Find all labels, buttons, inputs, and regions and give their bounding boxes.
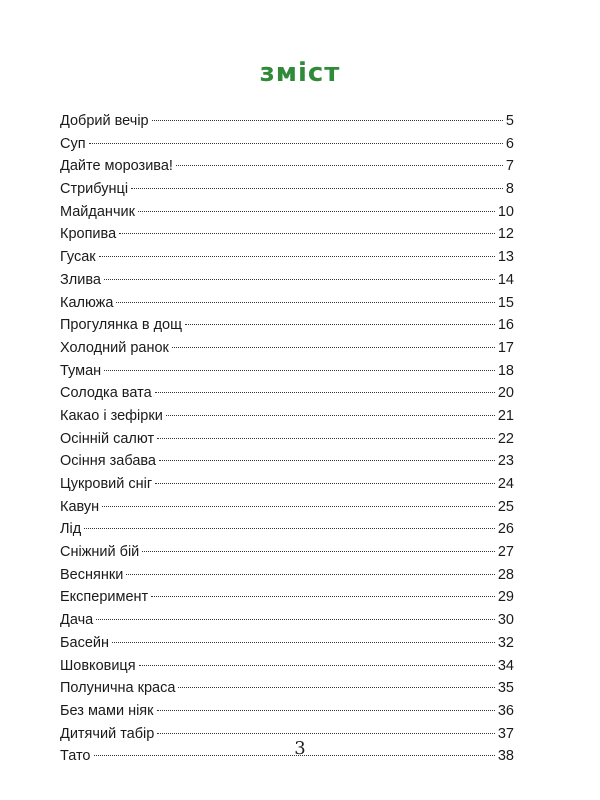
toc-entry: [60, 496, 514, 519]
toc-dot-leader: [185, 324, 495, 325]
toc-entry-title: Басейн: [60, 634, 110, 651]
toc-dot-leader: [84, 528, 495, 529]
toc-entry: [60, 223, 514, 246]
toc-entry: [60, 201, 514, 224]
toc-entry: [60, 428, 514, 451]
toc-entry-page: 6: [505, 135, 514, 152]
toc-entry-page: 5: [505, 113, 514, 129]
toc-dot-leader: [176, 165, 503, 166]
toc-dot-leader: [126, 574, 495, 575]
toc-entry-title: Шовковиця: [60, 657, 136, 674]
toc-entry: [60, 269, 514, 292]
toc-dot-leader: [151, 596, 495, 597]
toc-dot-leader: [96, 619, 495, 620]
toc-entry-title: Лід: [60, 521, 82, 538]
toc-dot-leader: [157, 733, 495, 734]
toc-dot-leader: [116, 302, 494, 303]
toc-entry-page: 37: [497, 725, 514, 742]
toc-entry: [60, 677, 514, 700]
toc-entry-title: Веснянки: [60, 566, 124, 583]
table-of-contents: [60, 110, 514, 768]
toc-dot-leader: [138, 211, 495, 212]
toc-entry: [60, 541, 514, 564]
toc-dot-leader: [112, 642, 495, 643]
toc-entry-title: Стрибунці: [60, 181, 129, 198]
toc-entry: [60, 564, 514, 587]
toc-entry-page: 10: [497, 203, 514, 220]
page-title: зміст: [259, 58, 341, 88]
toc-entry-title: Кропива: [60, 226, 117, 243]
toc-entry-page: 15: [497, 294, 514, 311]
toc-entry-title: Майданчик: [60, 203, 135, 220]
toc-entry-page: 36: [497, 702, 514, 719]
toc-dot-leader: [155, 392, 495, 393]
toc-entry-page: 30: [497, 612, 514, 629]
toc-entry-title: Гусак: [60, 249, 96, 266]
toc-entry-page: 23: [497, 453, 514, 470]
toc-entry-page: 14: [497, 271, 514, 288]
toc-entry: [60, 586, 514, 609]
toc-entry: [60, 360, 514, 383]
toc-dot-leader: [155, 483, 495, 484]
toc-entry-page: 17: [497, 339, 514, 356]
toc-dot-leader: [104, 279, 495, 280]
toc-entry-page: 12: [497, 226, 514, 243]
toc-dot-leader: [152, 120, 503, 121]
toc-entry-page: 7: [505, 158, 514, 175]
toc-entry-page: 25: [497, 498, 514, 515]
toc-entry-title: Тато: [60, 748, 91, 765]
toc-entry-title: Злива: [60, 271, 101, 288]
toc-entry: [60, 609, 514, 632]
toc-dot-leader: [131, 188, 503, 189]
toc-entry-page: 13: [497, 249, 514, 266]
toc-dot-leader: [99, 256, 495, 257]
toc-entry: [60, 405, 514, 428]
toc-dot-leader: [119, 233, 495, 234]
toc-entry-title: Добрий вечір: [60, 113, 149, 129]
toc-entry-page: 24: [497, 476, 514, 492]
toc-entry-page: 38: [497, 748, 514, 765]
toc-entry-title: Дайте морозива!: [60, 158, 173, 175]
toc-entry-page: 29: [497, 589, 514, 606]
toc-entry-title: Холодний ранок: [60, 339, 169, 356]
toc-entry: [60, 632, 514, 655]
toc-entry-title: Солодка вата: [60, 385, 152, 402]
toc-entry-title: Какао і зефірки: [60, 407, 163, 424]
toc-entry-page: 21: [497, 407, 514, 424]
toc-entry-page: 32: [497, 634, 514, 651]
toc-entry-title: Туман: [60, 362, 102, 379]
toc-entry: [60, 450, 514, 473]
toc-entry-title: Цукровий сніг: [60, 476, 153, 492]
toc-dot-leader: [157, 710, 495, 711]
toc-entry: [60, 382, 514, 405]
toc-entry-page: 20: [497, 385, 514, 402]
toc-entry-page: 34: [497, 657, 514, 674]
toc-entry-title: Дача: [60, 612, 94, 629]
toc-entry-page: 27: [497, 544, 514, 561]
toc-entry: [60, 337, 514, 360]
toc-entry-title: Калюжа: [60, 294, 114, 311]
toc-entry-title: Дитячий табір: [60, 725, 155, 742]
toc-entry-page: 28: [497, 566, 514, 583]
toc-entry-page: 22: [497, 430, 514, 447]
toc-entry-title: Прогулянка в дощ: [60, 317, 183, 334]
toc-dot-leader: [142, 551, 495, 552]
toc-entry: [60, 700, 514, 723]
toc-entry-page: 26: [497, 521, 514, 538]
toc-entry: [60, 110, 514, 133]
toc-entry-page: 35: [497, 680, 514, 697]
toc-entry-title: Експеримент: [60, 589, 149, 606]
toc-entry: [60, 314, 514, 337]
toc-entry: [60, 655, 514, 678]
toc-entry: [60, 518, 514, 541]
toc-dot-leader: [172, 347, 495, 348]
toc-dot-leader: [159, 460, 495, 461]
page-number: 3: [294, 738, 306, 759]
toc-entry-title: Кавун: [60, 498, 100, 515]
toc-dot-leader: [104, 370, 495, 371]
toc-dot-leader: [102, 506, 495, 507]
toc-entry: [60, 292, 514, 315]
toc-dot-leader: [178, 687, 494, 688]
toc-entry-title: Осіння забава: [60, 453, 156, 470]
toc-entry-title: Без мами ніяк: [60, 702, 154, 719]
toc-entry-title: Полунична краса: [60, 680, 176, 697]
toc-dot-leader: [89, 143, 503, 144]
toc-dot-leader: [157, 438, 495, 439]
toc-entry-title: Суп: [60, 135, 86, 152]
toc-dot-leader: [166, 415, 495, 416]
toc-entry-page: 18: [497, 362, 514, 379]
toc-dot-leader: [139, 665, 495, 666]
toc-entry: [60, 155, 514, 178]
toc-entry-page: 8: [505, 181, 514, 198]
toc-entry-page: 16: [497, 317, 514, 334]
toc-entry: [60, 178, 514, 201]
toc-entry-title: Осінній салют: [60, 430, 155, 447]
toc-entry: [60, 246, 514, 269]
toc-entry: [60, 133, 514, 156]
toc-entry-title: Сніжний бій: [60, 544, 140, 561]
toc-entry: [60, 473, 514, 496]
